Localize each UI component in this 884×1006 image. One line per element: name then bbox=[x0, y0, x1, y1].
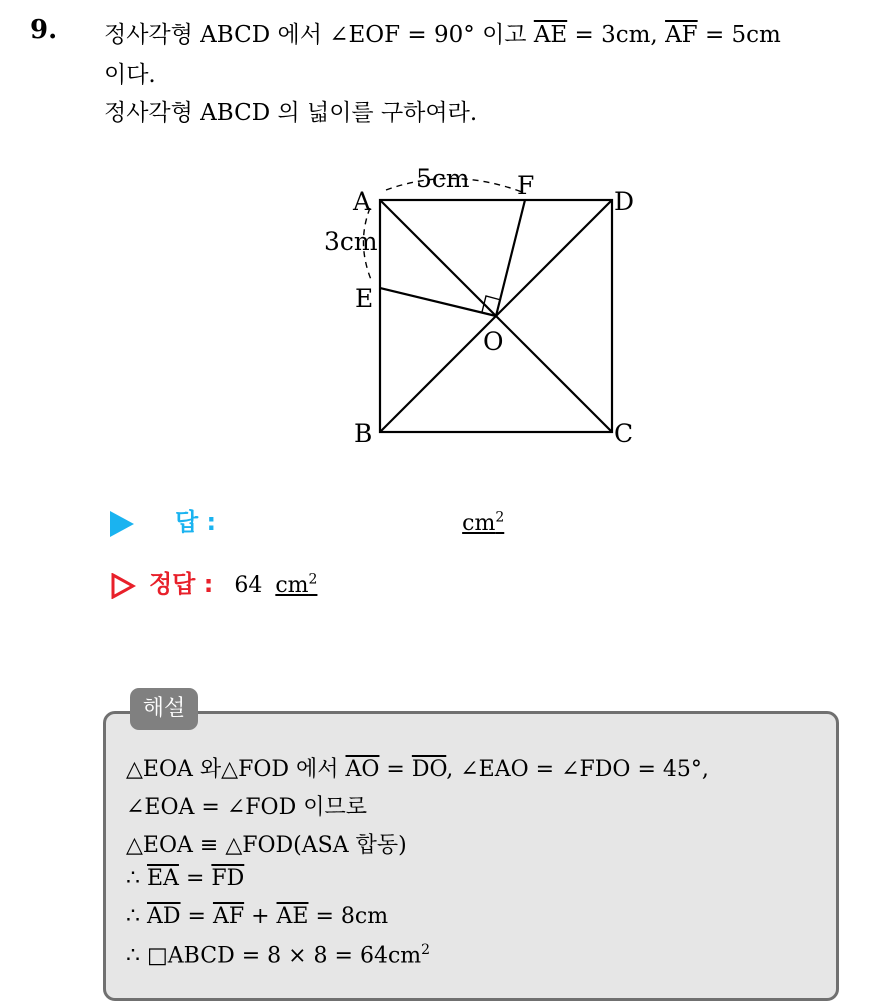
correct-answer-row bbox=[110, 564, 317, 599]
correct-answer-value: 64 bbox=[234, 573, 263, 598]
solution-line-6: ∴ □ABCD = $8 \times 8 = 64cm^2$ bbox=[126, 942, 431, 969]
vertex-c-label: C bbox=[614, 419, 634, 448]
question-number: 9. bbox=[30, 15, 58, 45]
question-text: = 3cm, bbox=[567, 22, 666, 48]
length-ae-label: 3cm bbox=[324, 227, 378, 256]
vertex-b-label: B bbox=[354, 419, 373, 448]
segment-of bbox=[496, 200, 525, 316]
point-e-label: E bbox=[355, 284, 374, 313]
answer-label: 답 : bbox=[175, 508, 217, 536]
answer-row bbox=[110, 502, 504, 537]
point-o-label: O bbox=[483, 327, 504, 356]
question-text: = 5cm bbox=[697, 22, 781, 48]
question-line-1 bbox=[104, 16, 781, 49]
solution-line-3: △EOA ≡ △FOD(ASA 합동) bbox=[126, 833, 407, 858]
solution-line-4: ∴ $\overline{EA} = \overline{FD}$ bbox=[126, 866, 245, 891]
outline-play-icon bbox=[110, 573, 136, 599]
correct-answer-unit: $cm^2$ bbox=[275, 571, 318, 598]
solution-line-2: ∠EOA = ∠FOD 이므로 bbox=[126, 795, 367, 820]
play-icon bbox=[110, 511, 134, 537]
segment-oe bbox=[380, 288, 496, 316]
question-line-2: 이다. bbox=[104, 62, 156, 88]
vertex-d-label: D bbox=[614, 187, 635, 216]
vertex-a-label: A bbox=[353, 187, 372, 216]
length-af-label: 5cm bbox=[416, 164, 470, 193]
segment-af: $\overline{AF}$ bbox=[665, 22, 698, 48]
square-diagram bbox=[300, 160, 660, 460]
question-line-3: 정사각형 ABCD 의 넓이를 구하여라. bbox=[104, 100, 478, 126]
question-text: 정사각형 ABCD 에서 ∠EOF = 90° 이고 bbox=[104, 22, 534, 48]
solution-tag: 해설 bbox=[130, 688, 198, 730]
point-f-label: F bbox=[517, 171, 535, 200]
segment-ae: $\overline{AE}$ bbox=[533, 22, 568, 48]
answer-unit: $cm^2$ bbox=[462, 509, 505, 536]
solution-line-5: ∴ $\overline{AD} = \overline{AF} + \overline{AE} = 8cm$ bbox=[126, 904, 389, 929]
solution-line-1: △EOA 와△FOD 에서 $\overline{AO} = \overline{DO}$, ∠EAO = ∠FDO = 45°, bbox=[126, 757, 709, 782]
correct-answer-label: 정답 : bbox=[149, 570, 214, 598]
